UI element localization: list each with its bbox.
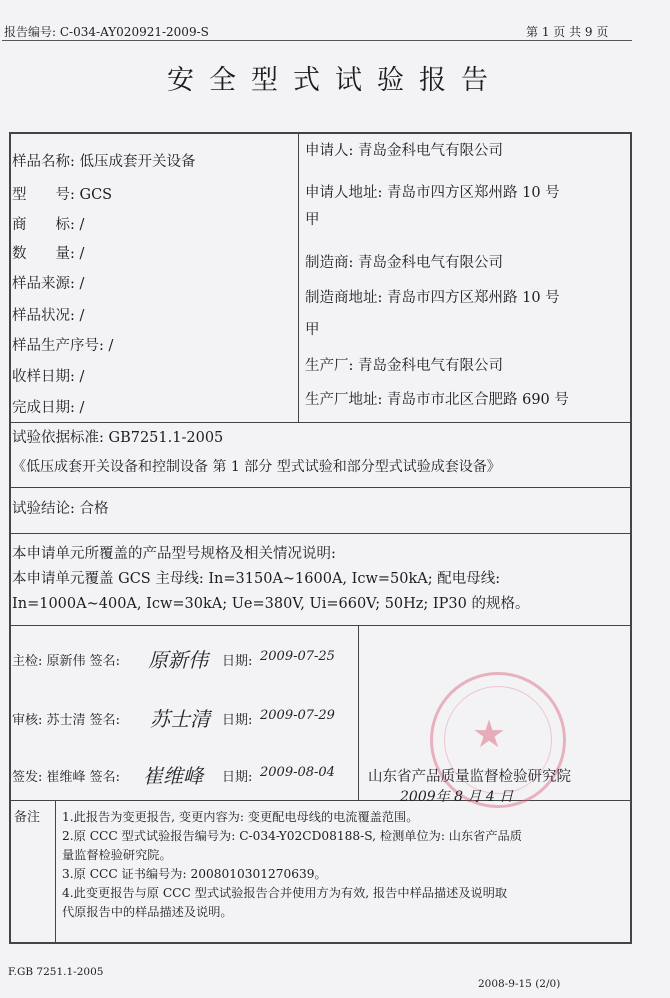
sample-model: 型 号: GCS bbox=[12, 187, 113, 203]
report-number-value: C-034-AY020921-2009-S bbox=[59, 25, 209, 39]
inspector-signature: 原新伟 bbox=[148, 648, 208, 672]
note-item: 代原报告中的样品描述及说明。 bbox=[62, 905, 233, 919]
note-item: 4.此变更报告与原 CCC 型式试验报告合并使用方为有效, 报告中样品描述及说明取 bbox=[62, 886, 508, 900]
manufacturer-address: 制造商地址: 青岛市四方区郑州路 10 号 bbox=[305, 290, 560, 306]
sample-condition: 样品状况: / bbox=[12, 308, 85, 324]
sample-name: 样品名称: 低压成套开关设备 bbox=[12, 154, 196, 170]
sample-quantity: 数 量: / bbox=[12, 246, 85, 262]
reviewer-date-label: 日期: bbox=[222, 713, 253, 728]
row-divider bbox=[9, 800, 632, 801]
column-divider bbox=[55, 800, 56, 944]
test-standard-name: 《低压成套开关设备和控制设备 第 1 部分 型式试验和部分型式试验成套设备》 bbox=[12, 459, 501, 475]
row-divider bbox=[9, 487, 632, 488]
inspector-date: 2009-07-25 bbox=[260, 649, 335, 664]
factory: 生产厂: 青岛金科电气有限公司 bbox=[305, 358, 503, 374]
manufacturer-address-cont: 甲 bbox=[305, 322, 320, 338]
seal-star-icon: ★ bbox=[472, 712, 507, 756]
row-divider bbox=[9, 422, 632, 423]
reviewer-label: 审核: 苏士清 签名: bbox=[12, 713, 121, 728]
notes-label: 备注 bbox=[14, 810, 41, 825]
coverage-line: 本申请单元覆盖 GCS 主母线: In=3150A~1600A, Icw=50kA; 配电母线: bbox=[12, 571, 501, 587]
report-number-label: 报告编号: bbox=[4, 25, 57, 39]
issuer-date: 2009-08-04 bbox=[260, 765, 335, 780]
note-item: 3.原 CCC 证书编号为: 2008010301270639。 bbox=[62, 867, 327, 881]
test-standard: 试验依据标准: GB7251.1-2005 bbox=[12, 430, 224, 446]
form-version: 2008-9-15 (2/0) bbox=[478, 978, 561, 990]
form-code: F.GB 7251.1-2005 bbox=[8, 966, 104, 978]
sample-source: 样品来源: / bbox=[12, 276, 85, 292]
test-conclusion: 试验结论: 合格 bbox=[12, 501, 109, 517]
inspector-date-label: 日期: bbox=[222, 654, 253, 669]
note-item: 量监督检验研究院。 bbox=[62, 848, 172, 862]
applicant-address-cont: 甲 bbox=[305, 212, 320, 228]
column-divider bbox=[358, 625, 359, 800]
manufacturer: 制造商: 青岛金科电气有限公司 bbox=[305, 255, 503, 271]
institute-name: 山东省产品质量监督检验研究院 bbox=[368, 769, 571, 785]
reviewer-date: 2009-07-29 bbox=[260, 708, 335, 723]
issuer-signature: 崔维峰 bbox=[143, 764, 203, 788]
issuer-label: 签发: 崔维峰 签名: bbox=[12, 770, 121, 785]
row-divider bbox=[9, 625, 632, 626]
applicant-address: 申请人地址: 青岛市四方区郑州路 10 号 bbox=[305, 185, 560, 201]
page-info: 第 1 页 共 9 页 bbox=[526, 25, 609, 39]
inspector-label: 主检: 原新伟 签名: bbox=[12, 654, 121, 669]
sample-received-date: 收样日期: / bbox=[12, 369, 85, 385]
issuer-date-label: 日期: bbox=[222, 770, 253, 785]
applicant: 申请人: 青岛金科电气有限公司 bbox=[305, 143, 503, 159]
institute-date: 2009年 8 月 4 日 bbox=[400, 789, 514, 805]
column-divider bbox=[298, 132, 299, 422]
note-item: 1.此报告为变更报告, 变更内容为: 变更配电母线的电流覆盖范围。 bbox=[62, 810, 419, 824]
row-divider bbox=[9, 533, 632, 534]
header-rule bbox=[2, 40, 632, 41]
reviewer-signature: 苏士清 bbox=[150, 707, 210, 731]
report-number bbox=[4, 23, 209, 40]
coverage-title: 本申请单元所覆盖的产品型号规格及相关情况说明: bbox=[12, 546, 336, 562]
note-item: 2.原 CCC 型式试验报告编号为: C-034-Y02CD08188-S, 检测单位为: 山东省产品质 bbox=[62, 829, 522, 843]
sample-brand: 商 标: / bbox=[12, 217, 85, 233]
notes-list bbox=[62, 808, 522, 922]
factory-address: 生产厂地址: 青岛市市北区合肥路 690 号 bbox=[305, 392, 569, 408]
page-title: 安全型式试验报告 bbox=[167, 65, 503, 96]
coverage-line: In=1000A~400A, Icw=30kA; Ue=380V, Ui=660V; 50Hz; IP30 的规格。 bbox=[12, 596, 530, 612]
sample-serial: 样品生产序号: / bbox=[12, 338, 114, 354]
sample-completed-date: 完成日期: / bbox=[12, 400, 85, 416]
